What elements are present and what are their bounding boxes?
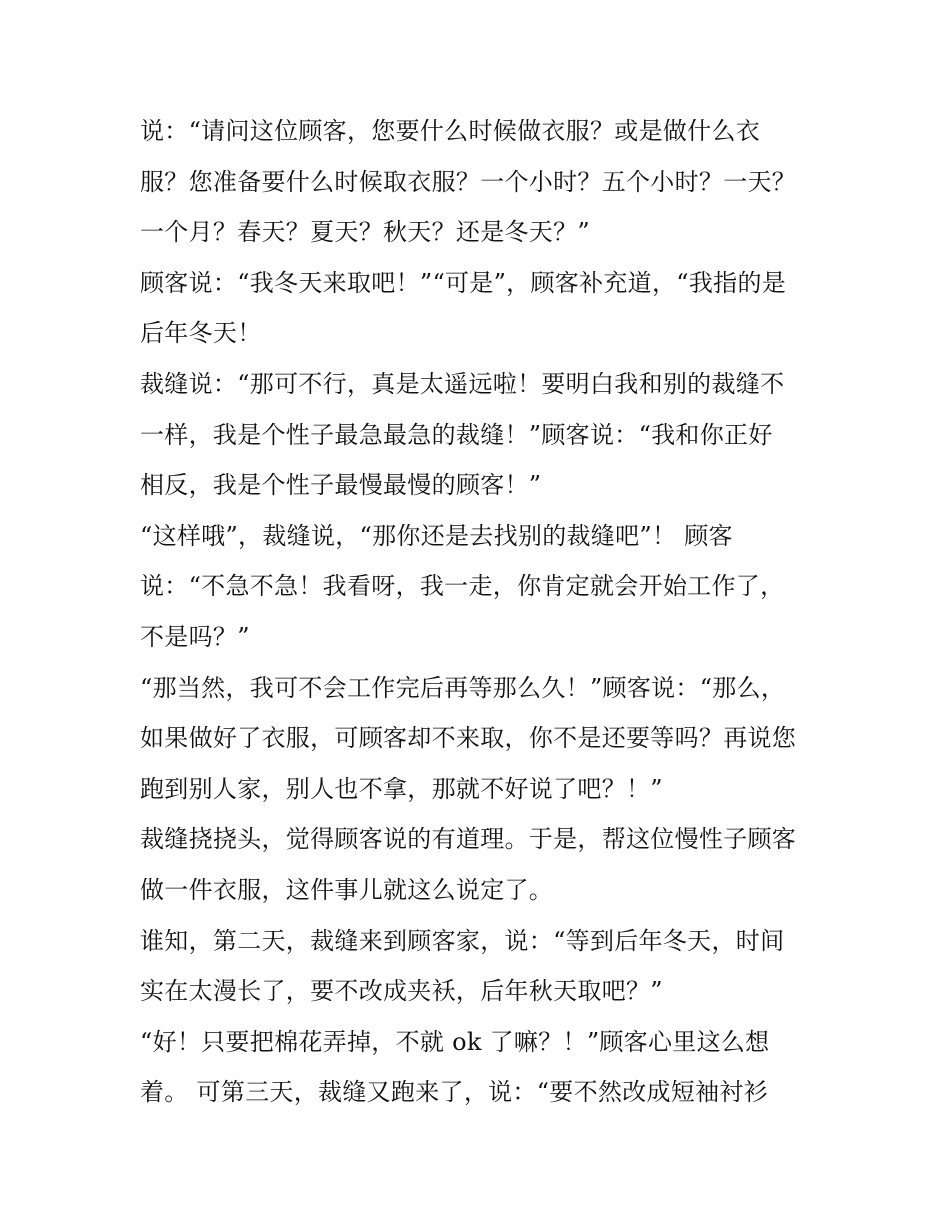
- text-line: 裁缝挠挠头，觉得顾客说的有道理。于是，帮这位慢性子顾客: [140, 825, 797, 854]
- text-line: 顾客说：“我冬天来取吧！”“可是”，顾客补充道，“我指的是: [140, 268, 787, 297]
- text-line: 服？您准备要什么时候取衣服？一个小时？五个小时？一天？: [140, 167, 797, 196]
- text-line: 做一件衣服，这件事儿就这么说定了。: [140, 875, 554, 904]
- story-text-block: [140, 106, 840, 1118]
- text-line: 跑到别人家，别人也不拿，那就不好说了吧？！”: [140, 774, 663, 803]
- text-line: 说：“不急不急！我看呀，我一走，你肯定就会开始工作了，: [140, 572, 785, 601]
- text-line: 着。 可第三天，裁缝又跑来了，说：“要不然改成短袖衬衫: [140, 1078, 768, 1107]
- text-line: 如果做好了衣服，可顾客却不来取，你不是还要等吗？再说您: [140, 724, 797, 753]
- text-line: 不是吗？”: [140, 622, 250, 651]
- text-line: 一样，我是个性子最急最急的裁缝！”顾客说：“我和你正好: [140, 420, 773, 449]
- text-line: 相反，我是个性子最慢最慢的顾客！”: [140, 471, 542, 500]
- text-line: 一个月？春天？夏天？秋天？还是冬天？”: [140, 218, 590, 247]
- text-line: 后年冬天！: [140, 319, 262, 348]
- text-line: “这样哦”，裁缝说，“那你还是去找别的裁缝吧”！ 顾客: [140, 521, 733, 550]
- text-line: 实在太漫长了，要不改成夹袄，后年秋天取吧？”: [140, 977, 663, 1006]
- text-line: 说：“请问这位顾客，您要什么时候做衣服？或是做什么衣: [140, 117, 761, 145]
- text-line: 谁知，第二天，裁缝来到顾客家，说：“等到后年冬天，时间: [140, 926, 785, 955]
- text-line: 裁缝说：“那可不行，真是太遥远啦！要明白我和别的裁缝不: [140, 369, 785, 398]
- text-line: “好！只要把棉花弄掉，不就 ok 了嘛？！”顾客心里这么想: [140, 1027, 770, 1056]
- text-line: “那当然，我可不会工作完后再等那么久！”顾客说：“那么，: [140, 673, 786, 702]
